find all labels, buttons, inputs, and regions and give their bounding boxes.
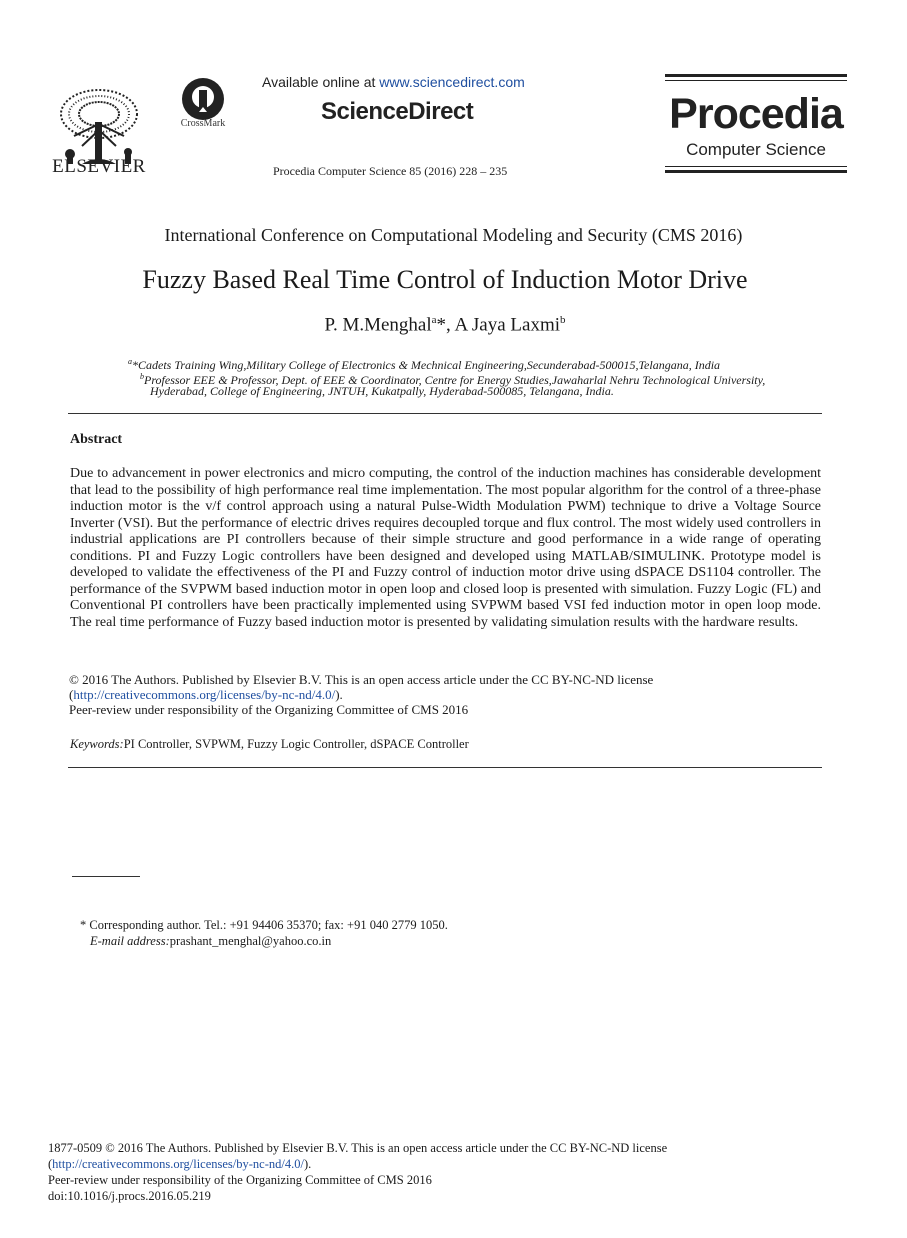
footnote-rule bbox=[72, 876, 140, 877]
author-name: P. M.Menghal bbox=[324, 314, 432, 336]
procedia-word: Procedia bbox=[669, 90, 843, 138]
sciencedirect-link[interactable]: www.sciencedirect.com bbox=[379, 74, 525, 90]
license-block bbox=[69, 672, 829, 717]
keywords-label: Keywords: bbox=[70, 737, 124, 751]
affil-mark: b bbox=[140, 372, 144, 381]
sciencedirect-logo: ScienceDirect bbox=[321, 98, 474, 125]
copyright-link-line bbox=[48, 1156, 868, 1172]
corresponding-mark: * bbox=[436, 314, 447, 336]
keywords bbox=[70, 737, 469, 752]
affil-text: Professor EEE & Professor, Dept. of EEE & Coordinator, Centre for Energy Studies,Jawaharlal Nehru Technological University, bbox=[144, 373, 766, 387]
email-line bbox=[90, 934, 331, 949]
paren: ). bbox=[335, 687, 343, 702]
copyright-license-link[interactable]: http://creativecommons.org/licenses/by-nc-nd/4.0/ bbox=[52, 1157, 304, 1171]
affil-text: *Cadets Training Wing,Military College of Electronics & Mechnical Engineering,Secunderabad-500015,Telangana, India bbox=[132, 358, 721, 372]
peer-review-line: Peer-review under responsibility of the Organizing Committee of CMS 2016 bbox=[69, 702, 469, 717]
email-label: E-mail address: bbox=[90, 934, 170, 948]
paren: ( bbox=[48, 1157, 53, 1171]
license-link-line bbox=[69, 687, 829, 702]
license-link[interactable]: http://creativecommons.org/licenses/by-nc-nd/4.0/ bbox=[73, 687, 336, 702]
peer-review-line: Peer-review under responsibility of the Organizing Committee of CMS 2016 bbox=[48, 1173, 432, 1187]
available-online bbox=[262, 74, 525, 90]
copyright-line: 1877-0509 © 2016 The Authors. Published by Elsevier B.V. This is an open access article under the CC BY-NC-ND license bbox=[48, 1141, 668, 1155]
available-prefix: Available online at bbox=[262, 74, 380, 90]
divider bbox=[68, 767, 822, 768]
corresponding-author: * Corresponding author. Tel.: +91 94406 35370; fax: +91 040 2779 1050. bbox=[80, 918, 448, 932]
email-address[interactable]: prashant_menghal@yahoo.co.in bbox=[169, 934, 332, 948]
procedia-logo bbox=[665, 74, 847, 174]
author-list bbox=[0, 314, 890, 336]
copyright-block bbox=[48, 1140, 868, 1204]
license-line: © 2016 The Authors. Published by Elsevier B.V. This is an open access article under the CC BY-NC-ND license bbox=[69, 672, 654, 687]
crossmark-label: CrossMark bbox=[180, 118, 226, 129]
procedia-subtitle: Computer Science bbox=[686, 140, 826, 159]
author-name: A Jaya Laxmi bbox=[454, 314, 561, 336]
paren: ( bbox=[69, 687, 74, 702]
affil-mark: a bbox=[128, 357, 132, 366]
author-affil-mark: a bbox=[431, 314, 437, 326]
publisher-name: ELSEVIER bbox=[52, 156, 146, 177]
affiliation-b-line2: Hyderabad, College of Engineering, JNTUH, Kukatpally, Hyderabad-500085, Telangana, India. bbox=[150, 384, 614, 398]
abstract-heading: Abstract bbox=[70, 432, 123, 447]
paper-title: Fuzzy Based Real Time Control of Induction Motor Drive bbox=[142, 265, 748, 294]
keywords-value: PI Controller, SVPWM, Fuzzy Logic Controller, dSPACE Controller bbox=[123, 737, 469, 751]
abstract-body: Due to advancement in power electronics and micro computing, the control of the induction machines has considerable development that lead to the possibility of high performance real time implementation. The most popular algorithm for the control of a three-phase induction motor is the v/f control approach using a natural Pulse-Width Modulation PWM) technique to drive a Voltage Source Inverter (VSI). But the performance of electric drives requires decoupled torque and flux control. The most widely used controllers in industrial applications are PI controllers because of their simple structure and good performance in a wide range of operating conditions. PI and Fuzzy Logic controllers have been designed and developed using MATLAB/SIMULINK. Prototype model is developed to validate the effectiveness of the PI and Fuzzy control of induction motor drive using dSPACE DS1104 controller. The performance of the SVPWM based induction motor in open loop and closed loop is presented with simulation. Fuzzy Logic (FL) and Conventional PI controllers have been practically implemented using SVPWM based VSI fed induction motor in open loop mode. The real time performance of Fuzzy based induction motor is presented by validating simulation results with the hardware results. bbox=[70, 466, 821, 630]
journal-reference: Procedia Computer Science 85 (2016) 228 – 235 bbox=[273, 164, 508, 178]
doi[interactable]: doi:10.1016/j.procs.2016.05.219 bbox=[48, 1189, 211, 1203]
author-affil-mark: b bbox=[560, 314, 566, 326]
conference-name: International Conference on Computational Modeling and Security (CMS 2016) bbox=[164, 225, 743, 245]
paren: ). bbox=[303, 1157, 312, 1171]
author-separator: , bbox=[446, 314, 455, 336]
crossmark-icon[interactable] bbox=[180, 76, 226, 122]
divider bbox=[68, 413, 822, 414]
